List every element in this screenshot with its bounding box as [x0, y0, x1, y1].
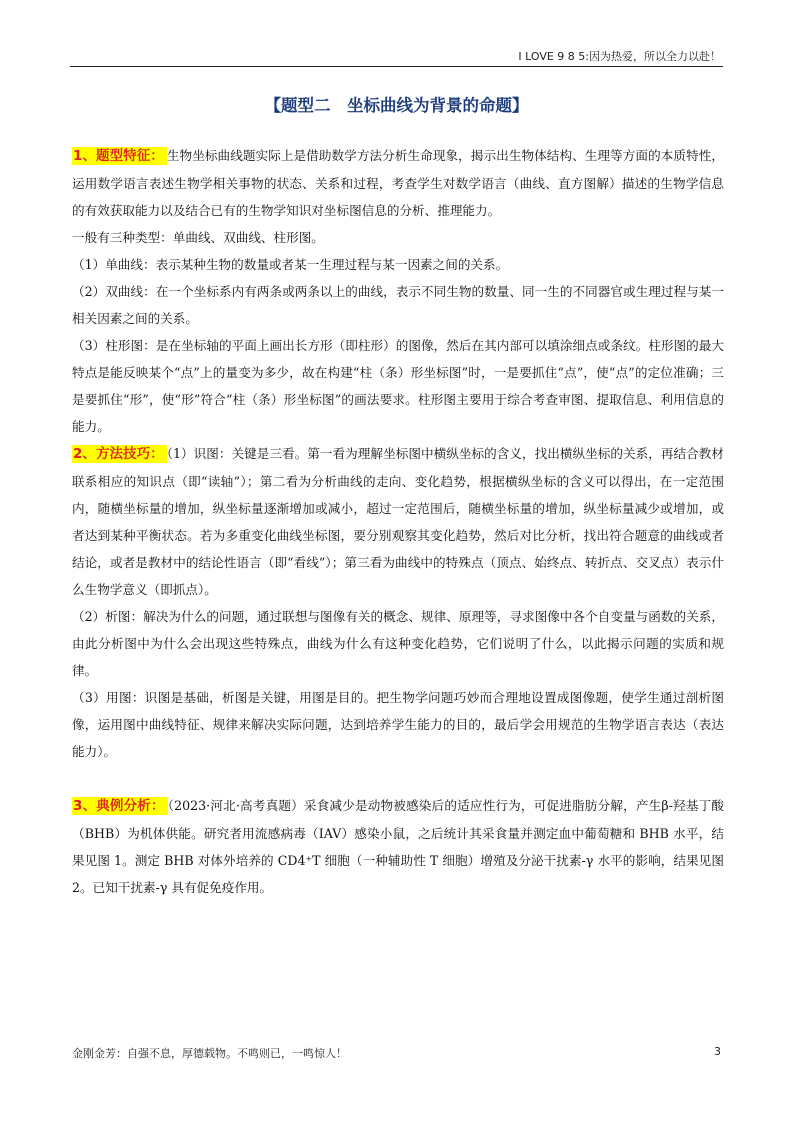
header-slogan: I LOVE 9 8 5:因为热爱，所以全力以赴！ [518, 50, 721, 63]
section-2-paragraph [72, 440, 724, 603]
section-3-paragraph [72, 792, 724, 901]
types-intro: 一般有三种类型：单曲线、双曲线、柱形图。 [72, 230, 324, 245]
footer-motto: 金刚金芳：自强不息，厚德载物。不鸣则已，一鸣惊人！ [72, 1047, 347, 1060]
page-title: 【题型二 坐标曲线为背景的命题】 [264, 96, 529, 115]
section-3-label: 3、典例分析： [72, 797, 168, 815]
type-double-curve: （2）双曲线：在一个坐标系内有两条或两条以上的曲线，表示不同生物的数量、同一生的不同器官或生理过程与某一相关因素之间的关系。 [72, 284, 724, 326]
method-step-1: （1）识图：关键是三看。第一看为理解坐标图中横纵坐标的含义，找出横纵坐标的关系，再结合教材联系相应的知识点（即“读轴”）；第二看为分析曲线的走向、变化趋势，根据横纵坐标的含义可以得出，在一定范围内，随横坐标量的增加，纵坐标量逐渐增加或减小，超过一定范围后，随横坐标量的增加，纵坐标量减少或增加，或者达到某种平衡状态。若为多重变化曲线坐标图，要分别观察其变化趋势，然后对比分析，找出符合题意的曲线或者结论，或者是教材中的结论性语言（即“看线”）；第三看为曲线中的特殊点（顶点、始终点、转折点、交叉点）表示什么生物学意义（即抓点）。 [72, 446, 724, 597]
page-footer [72, 1045, 721, 1061]
section-1-label: 1、题型特征： [72, 147, 167, 165]
method-step-3: （3）用图：识图是基础，析图是关键，用图是目的。把生物学问题巧妙而合理地设置成图像题，使学生通过剖析图像，运用图中曲线特征、规律来解决实际问题，达到培养学生能力的目的，最后学会用规范的生物学语言表达（表达能力）。 [72, 690, 724, 759]
section-2-label: 2、方法技巧： [72, 445, 167, 463]
page-header [70, 46, 723, 67]
section-1-paragraph [72, 142, 724, 224]
type-bar-chart: （3）柱形图：是在坐标轴的平面上画出长方形（即柱形）的图像，然后在其内部可以填涂细点或条纹。柱形图的最大特点是能反映某个“点”上的量变为多少，故在构建“柱（条）形坐标图”时，一是要抓住“点”，使“点”的定位准确；三是要抓住“形”，使“形”符合“柱（条）形坐标图”的画法要求。柱形图主要用于综合考查审图、提取信息、利用信息的能力。 [72, 338, 724, 434]
document-body [72, 142, 724, 901]
example-text: （2023·河北·高考真题）采食减少是动物被感染后的适应性行为，可促进脂肪分解，产生β-羟基丁酸（BHB）为机体供能。研究者用流感病毒（IAV）感染小鼠，之后统计其采食量并测定血中葡萄糖和 BHB 水平，结果见图 1。测定 BHB 对体外培养的 CD4⁺T 细胞（一种辅助性 T 细胞）增殖及分泌干扰素-γ 水平的影响，结果见图 2。已知干扰素-γ 具有促免疫作用。 [72, 798, 724, 895]
type-single-curve: （1）单曲线：表示某种生物的数量或者某一生理过程与某一因素之间的关系。 [72, 257, 509, 272]
page-number: 3 [714, 1045, 721, 1058]
section-spacer [72, 765, 724, 792]
section-1-intro: 生物坐标曲线题实际上是借助数学方法分析生命现象，揭示出生物体结构、生理等方面的本质特性，运用数学语言表述生物学相关事物的状态、关系和过程，考查学生对数学语言（曲线、直方图解）描述的生物学信息的有效获取能力以及结合已有的生物学知识对坐标图信息的分析、推理能力。 [72, 148, 724, 218]
method-step-2: （2）析图：解决为什么的问题，通过联想与图像有关的概念、规律、原理等，寻求图像中各个自变量与函数的关系，由此分析图中为什么会出现这些特殊点，曲线为什么有这种变化趋势，它们说明了什么，以此揭示问题的实质和规律。 [72, 609, 724, 678]
